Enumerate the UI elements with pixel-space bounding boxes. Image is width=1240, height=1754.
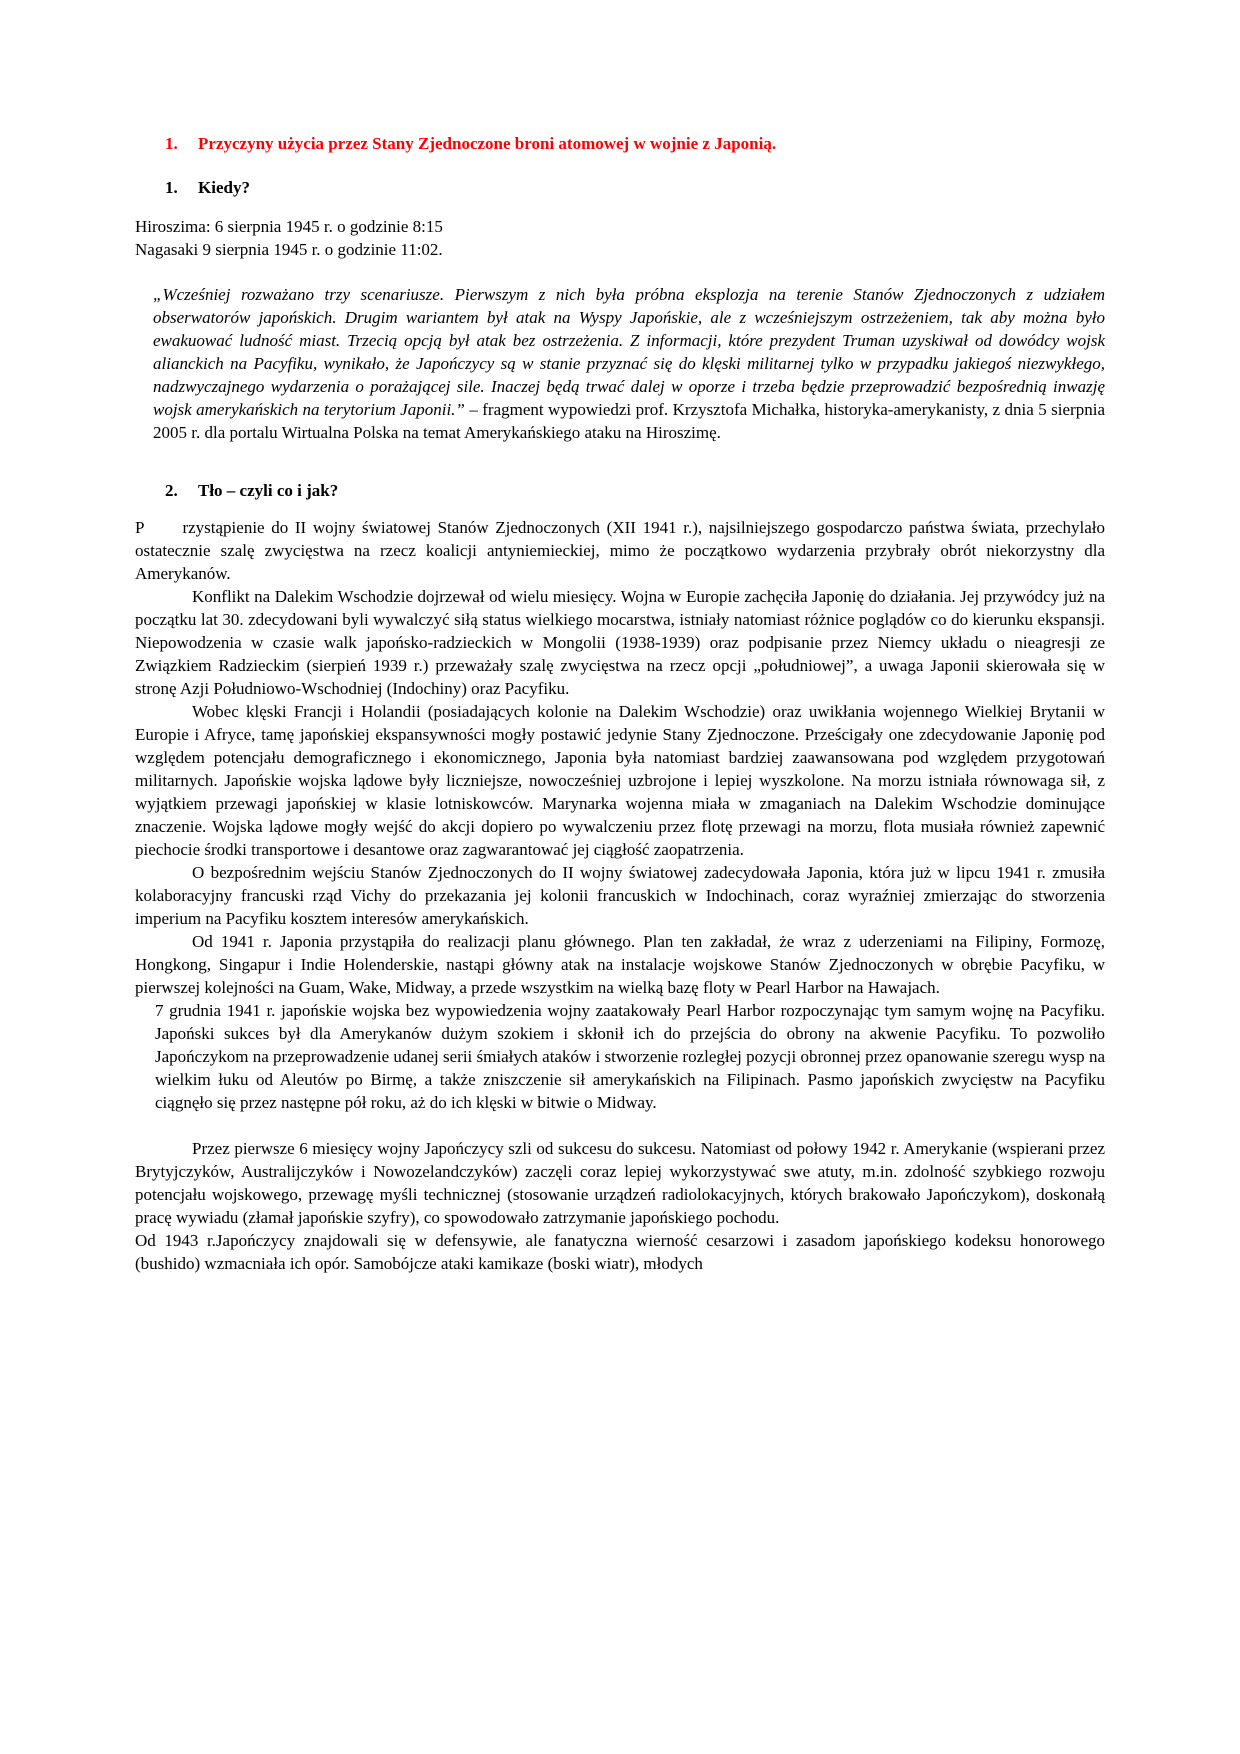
quote-attribution: – fragment wypowiedzi prof. Krzysztofa Michałka, historyka-amerykanisty, z dnia 5 sierpnia 2005 r. dla portalu Wirtualna Polska na temat Amerykańskiego ataku na Hiroszimę. — [153, 400, 1105, 442]
quote-text: „Wcześniej rozważano trzy scenariusze. Pierwszym z nich była próbna eksplozja na terenie Stanów Zjednoczonych z udziałem obserwatorów japońskich. Drugim wariantem był atak na Wyspy Japońskie, ale z wcześniejszym ostrzeżeniem, tak aby można było ewakuować ludność miast. Trzecią opcją był atak bez ostrzeżenia. Z informacji, które prezydent Truman uzyskiwał od dowódcy wojsk alianckich na Pacyfiku, wynikało, że Japończycy są w stanie przyznać się do klęski militarnej tylko w przypadku jakiegoś niezwykłego, nadzwyczajnego wydarzenia o porażającej sile. Inaczej będą trwać dalej w oporze i trzeba będzie przeprowadzić bezpośrednią inwazję wojsk amerykańskich na terytorium Japonii.” — [153, 285, 1105, 419]
main-heading — [165, 132, 1105, 155]
paragraph-intro — [135, 516, 1105, 585]
hiroshima-line: Hiroszima: 6 sierpnia 1945 r. o godzinie 8:15 — [135, 217, 443, 236]
paragraph-drop-initial: P — [135, 518, 145, 537]
kiedy-heading — [165, 176, 1105, 199]
paragraph-od-1943: Od 1943 r.Japończycy znajdowali się w defensywie, ale fanatyczna wierność cesarzowi i zasadom japońskiego kodeksu honorowego (bushido) wzmacniała ich opór. Samobójcze ataki kamikaze (boski wiatr), młodych — [135, 1231, 1105, 1273]
kiedy-heading-text: Kiedy? — [198, 178, 250, 197]
tlo-heading-number: 2. — [165, 481, 178, 500]
tlo-heading — [165, 479, 1105, 502]
paragraph-intro-text: rzystąpienie do II wojny światowej Stanów Zjednoczonych (XII 1941 r.), najsilniejszego gospodarczo państwa świata, przechylało ostatecznie szalę zwycięstwa na rzecz koalicji antyniemieckiej, mimo że początkowo wydarzenia przybrały obrót niekorzystny dla Amerykanów. — [135, 518, 1105, 583]
tlo-heading-text: Tło – czyli co i jak? — [198, 481, 339, 500]
paragraph-wobec-kleski: Wobec klęski Francji i Holandii (posiadających kolonie na Dalekim Wschodzie) oraz uwikłania wojennego Wielkiej Brytanii w Europie i Afryce, tamę japońskiej ekspansywności mogły postawić jedynie Stany Zjednoczone. Prześcigały one zdecydowanie Japonię pod względem potencjału demograficznego i ekonomicznego, Japonia była natomiast bardziej zaawansowana pod względem przygotowań militarnych. Japońskie wojska lądowe były liczniejsze, nowocześniej uzbrojone i lepiej wyszkolone. Na morzu istniała równowaga sił, z wyjątkiem przewagi japońskiej w klasie lotniskowców. Marynarka wojenna miała w zmaganiach na Dalekim Wschodzie dominujące znaczenie. Wojska lądowe mogły wejść do akcji dopiero po wywalczeniu przez flotę przewagi na morzu, flota musiała również zapewnić piechocie środki transportowe i desantowe oraz zagwarantować jej ciągłość zaopatrzenia. — [135, 702, 1105, 859]
paragraph-od-1941: Od 1941 r. Japonia przystąpiła do realizacji planu głównego. Plan ten zakładał, że wraz z uderzeniami na Filipiny, Formozę, Hongkong, Singapur i Indie Holenderskie, nastąpi główny atak na instalacje wojskowe Stanów Zjednoczonych w obrębie Pacyfiku, w pierwszej kolejności na Guam, Wake, Midway, a przede wszystkim na wielką bazę floty w Pearl Harbor na Hawajach. — [135, 932, 1105, 997]
paragraph-konflikt: Konflikt na Dalekim Wschodzie dojrzewał od wielu miesięcy. Wojna w Europie zachęciła Japonię do działania. Jej przywódcy już na początku lat 30. zdecydowani byli wywalczyć siłą status wielkiego mocarstwa, istniały natomiast różnice poglądów co do kierunku ekspansji. Niepowodzenia w czasie walk japońsko-radzieckich w Mongolii (1938-1939) oraz podpisanie przez Niemcy układu o nieagresji ze Związkiem Radzieckim (sierpień 1939 r.) przeważały szalę zwycięstwa na rzecz opcji „południowej”, a uwaga Japonii skierowała się w stronę Azji Południowo-Wschodniej (Indochiny) oraz Pacyfiku. — [135, 587, 1105, 698]
main-heading-text: Przyczyny użycia przez Stany Zjednoczone broni atomowej w wojnie z Japonią. — [198, 134, 777, 153]
main-heading-number: 1. — [165, 134, 178, 153]
paragraph-o-bezposrednim: O bezpośrednim wejściu Stanów Zjednoczonych do II wojny światowej zadecydowała Japonia, która już w lipcu 1941 r. zmusiła kolaboracyjny francuski rząd Vichy do przekazania jej kolonii francuskich w Indochinach, coraz wyraźniej zmierzając do stworzenia imperium na Pacyfiku kosztem interesów amerykańskich. — [135, 863, 1105, 928]
document-content — [135, 132, 1105, 1275]
nagasaki-line: Nagasaki 9 sierpnia 1945 r. o godzinie 11:02. — [135, 240, 443, 259]
paragraph-przez-pierwsze: Przez pierwsze 6 miesięcy wojny Japończycy szli od sukcesu do sukcesu. Natomiast od połowy 1942 r. Amerykanie (wspierani przez Brytyjczyków, Australijczyków i Nowozelandczyków) zaczęli coraz lepiej wykorzystywać swe atuty, m.in. zdolność szybkiego rozwoju potencjału wojskowego, przewagę myśli technicznej (stosowanie urządzeń radiolokacyjnych, których brakowało Japończykom), doskonałą pracę wywiadu (złamał japońskie szyfry), co spowodowało zatrzymanie japońskiego pochodu. — [135, 1139, 1105, 1227]
paragraph-7-grudnia: 7 grudnia 1941 r. japońskie wojska bez wypowiedzenia wojny zaatakowały Pearl Harbor rozpoczynając tym samym wojnę na Pacyfiku. Japoński sukces był dla Amerykanów dużym szokiem i skłonił ich do przejścia do obrony na akwenie Pacyfiku. To pozwoliło Japończykom na przeprowadzenie udanej serii śmiałych ataków i stworzenie rozległej pozycji obronnej przez opanowanie szeregu wysp na wielkim łuku od Aleutów po Birmę, a także zniszczenie sił amerykańskich na Filipinach. Pasmo japońskich zwycięstw na Pacyfiku ciągnęło się przez następne pół roku, aż do ich klęski w bitwie o Midway. — [155, 1001, 1105, 1112]
quote-paragraph — [153, 283, 1105, 444]
kiedy-heading-number: 1. — [165, 178, 178, 197]
